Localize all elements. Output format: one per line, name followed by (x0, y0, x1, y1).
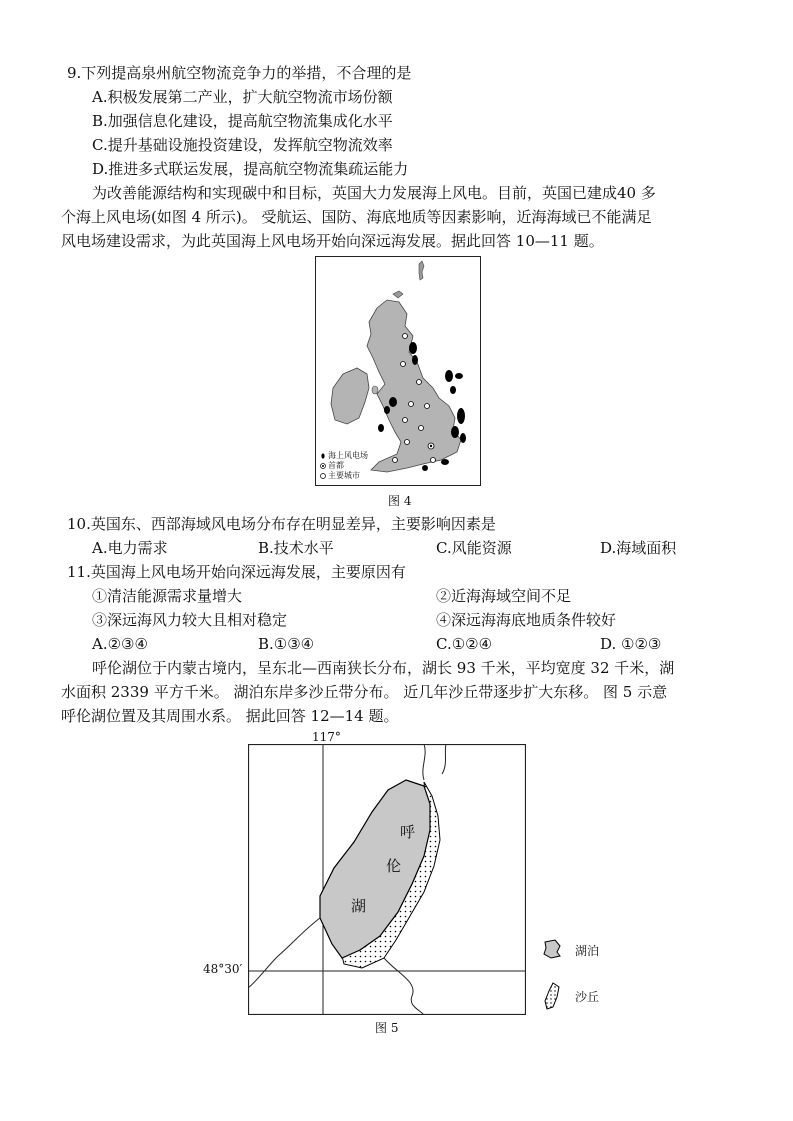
legend-major-city: 主要城市 (328, 471, 360, 480)
lake-legend-icon (541, 938, 563, 960)
passage1-line-3: 风电场建设需求，为此英国海上风电场开始向深远海发展。据此回答 10—11 题。 (61, 232, 604, 250)
q9-option-d: D.推进多式联运发展，提高航空物流集疏运能力 (92, 160, 409, 178)
lake-label-char-2: 伦 (386, 857, 402, 875)
longitude-label: 117° (312, 730, 341, 744)
q10-option-c: C.风能资源 (436, 539, 512, 557)
passage1-line-1: 为改善能源结构和实现碳中和目标，英国大力发展海上风电。目前，英国已建成40 多 (92, 184, 656, 202)
q10-stem: 10.英国东、西部海域风电场分布存在明显差异，主要影响因素是 (67, 515, 496, 533)
passage1-line-2: 个海上风电场(如图 4 所示)。 受航运、国防、海底地质等因素影响，近海海域已不能满足 (61, 208, 652, 226)
q10-option-d: D.海域面积 (600, 539, 677, 557)
figure5-hulun-lake-map (248, 744, 526, 1015)
q9-stem: 9.下列提高泉州航空物流竞争力的举措，不合理的是 (67, 64, 412, 82)
legend-wind-farm: 海上风电场 (328, 451, 368, 460)
lake-label-char-1: 呼 (400, 823, 416, 841)
q11-statement-3: ③深远海风力较大且相对稳定 (92, 611, 288, 629)
q10-option-b: B.技术水平 (258, 539, 334, 557)
q11-statement-1: ①清洁能源需求量增大 (92, 587, 243, 605)
q11-option-d: D. ①②③ (600, 635, 662, 653)
q11-statement-2: ②近海海域空间不足 (436, 587, 572, 605)
figure5-caption: 图 5 (375, 1021, 399, 1035)
lake-label-char-3: 湖 (351, 897, 367, 915)
figure4-caption: 图 4 (388, 494, 412, 508)
passage2-line-2: 水面积 2339 平方千米。 湖泊东岸多沙丘带分布。 近几年沙丘带逐步扩大东移。 图 5 示意 (61, 683, 668, 701)
dune-legend-icon (541, 981, 563, 1011)
legend-dune: 沙丘 (575, 990, 600, 1004)
passage2-line-3: 呼伦湖位置及其周围水系。 据此回答 12—14 题。 (61, 707, 399, 725)
q9-option-a: A.积极发展第二产业，扩大航空物流市场份额 (92, 88, 393, 106)
legend-capital: 首都 (328, 461, 344, 470)
legend-lake: 湖泊 (575, 944, 600, 958)
passage2-line-1: 呼伦湖位于内蒙古境内，呈东北—西南狭长分布，湖长 93 千米，平均宽度 32 千米，湖 (92, 659, 675, 677)
q9-option-c: C.提升基础设施投资建设，发挥航空物流效率 (92, 136, 393, 154)
q11-statement-4: ④深远海海底地质条件较好 (436, 611, 617, 629)
q11-option-a: A.②③④ (92, 635, 148, 653)
q10-option-a: A.电力需求 (92, 539, 168, 557)
latitude-label: 48°30′ (203, 962, 243, 976)
q11-option-c: C.①②④ (436, 635, 493, 653)
q11-option-b: B.①③④ (258, 635, 315, 653)
q11-stem: 11.英国海上风电场开始向深远海发展，主要原因有 (67, 563, 406, 581)
q9-option-b: B.加强信息化建设，提高航空物流集成化水平 (92, 112, 393, 130)
